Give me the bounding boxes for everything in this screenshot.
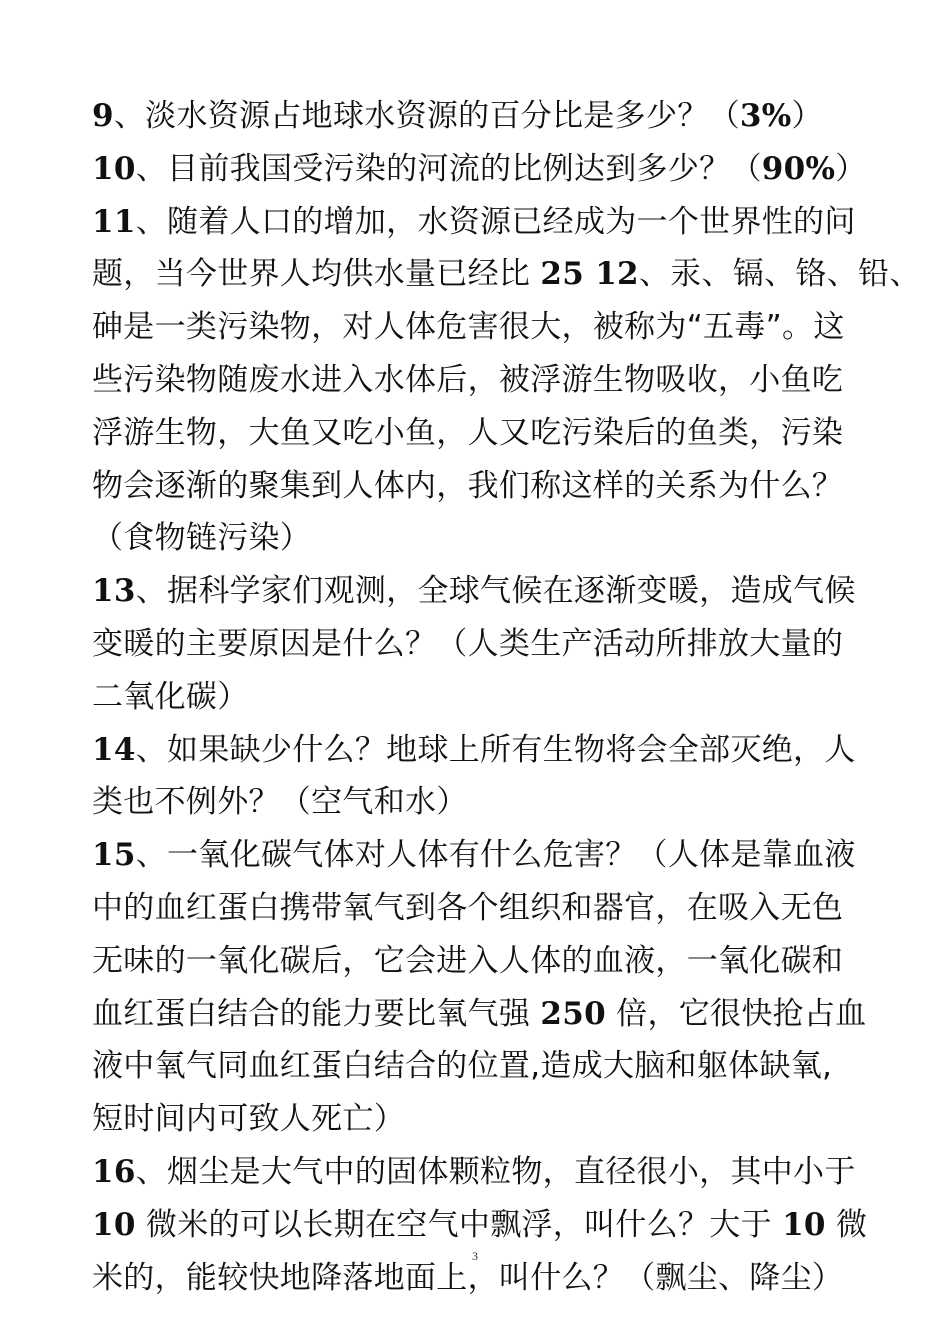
line-text: 、汞、镉、铬、铅、 bbox=[638, 256, 921, 293]
line-text: ） bbox=[835, 150, 867, 187]
line-text: 无味的一氧化碳后，它会进入人体的血液，一氧化碳和 bbox=[92, 942, 844, 979]
number-text: 250 bbox=[540, 995, 606, 1032]
number-text: 9 bbox=[92, 98, 114, 134]
line-text: 、随着人口的增加，水资源已经成为一个世界性的问 bbox=[135, 203, 856, 240]
document-body bbox=[92, 90, 921, 1304]
number-text: 13 bbox=[92, 573, 136, 610]
number-text: 3% bbox=[739, 98, 792, 134]
text-line bbox=[92, 1093, 867, 1146]
number-text: 15 bbox=[92, 837, 136, 874]
text-line bbox=[92, 90, 867, 143]
line-text: 变暖的主要原因是什么？（人类生产活动所排放大量的 bbox=[92, 625, 844, 662]
text-line bbox=[92, 460, 867, 513]
number-text: 14 bbox=[92, 731, 136, 768]
line-text: 、一氧化碳气体对人体有什么危害？（人体是靠血液 bbox=[135, 837, 856, 874]
number-text: 25 12 bbox=[540, 256, 639, 293]
number-text: 10 bbox=[92, 150, 136, 187]
line-text: 类也不例外？（空气和水） bbox=[92, 784, 468, 821]
line-text: 微 bbox=[825, 1206, 868, 1243]
line-text: 浮游生物，大鱼又吃小鱼，人又吃污染后的鱼类，污染 bbox=[92, 414, 844, 451]
text-line bbox=[92, 724, 867, 777]
line-text: 、烟尘是大气中的固体颗粒物，直径很小，其中小于 bbox=[135, 1153, 856, 1190]
text-line bbox=[92, 196, 867, 249]
line-text: （食物链污染） bbox=[92, 520, 312, 557]
text-line bbox=[92, 407, 867, 460]
line-text: 、淡水资源占地球水资源的百分比是多少？（ bbox=[113, 98, 740, 134]
number-text: 90% bbox=[761, 150, 836, 187]
text-line bbox=[92, 1146, 867, 1199]
number-text: 16 bbox=[92, 1153, 136, 1190]
page-number: 3 bbox=[472, 1249, 478, 1263]
text-line bbox=[92, 882, 867, 935]
line-text: 物会逐渐的聚集到人体内，我们称这样的关系为什么？ bbox=[92, 467, 844, 504]
line-text: 、据科学家们观测，全球气候在逐渐变暖，造成气候 bbox=[135, 573, 856, 610]
line-text: 砷是一类污染物，对人体危害很大，被称为“五毒”。这 bbox=[92, 309, 845, 346]
line-text: 短时间内可致人死亡） bbox=[92, 1101, 405, 1138]
text-line bbox=[92, 512, 867, 565]
text-line bbox=[92, 988, 867, 1041]
text-line bbox=[92, 618, 867, 671]
text-line bbox=[92, 671, 867, 724]
line-text: 米的，能较快地降落地面上，叫什么？（飘尘、降尘） bbox=[92, 1259, 844, 1296]
text-line bbox=[92, 354, 867, 407]
line-text: 微米的可以长期在空气中飘浮，叫什么？大于 bbox=[135, 1206, 783, 1243]
line-text: 些污染物随废水进入水体后，被浮游生物吸收，小鱼吃 bbox=[92, 361, 844, 398]
text-line bbox=[92, 829, 867, 882]
number-text: 10 bbox=[782, 1206, 826, 1243]
line-text: 、如果缺少什么？地球上所有生物将会全部灭绝，人 bbox=[135, 731, 856, 768]
text-line bbox=[92, 143, 867, 196]
text-line bbox=[92, 248, 921, 301]
text-line bbox=[92, 301, 867, 354]
text-line bbox=[92, 565, 867, 618]
line-text: 血红蛋白结合的能力要比氧气强 bbox=[92, 995, 541, 1032]
number-text: 10 bbox=[92, 1206, 136, 1243]
line-text: 二氧化碳） bbox=[92, 678, 249, 715]
text-line bbox=[92, 1199, 867, 1252]
number-text: 11 bbox=[92, 203, 136, 240]
line-text: 液中氧气同血红蛋白结合的位置,造成大脑和躯体缺氧, bbox=[92, 1048, 833, 1085]
text-line bbox=[92, 1040, 867, 1093]
line-text: 题，当今世界人均供水量已经比 bbox=[92, 256, 541, 293]
line-text: ） bbox=[791, 98, 823, 134]
text-line bbox=[92, 776, 867, 829]
line-text: 中的血红蛋白携带氧气到各个组织和器官，在吸入无色 bbox=[92, 889, 844, 926]
text-line bbox=[92, 935, 867, 988]
line-text: 、目前我国受污染的河流的比例达到多少？（ bbox=[135, 150, 762, 187]
line-text: 倍，它很快抢占血 bbox=[605, 995, 867, 1032]
